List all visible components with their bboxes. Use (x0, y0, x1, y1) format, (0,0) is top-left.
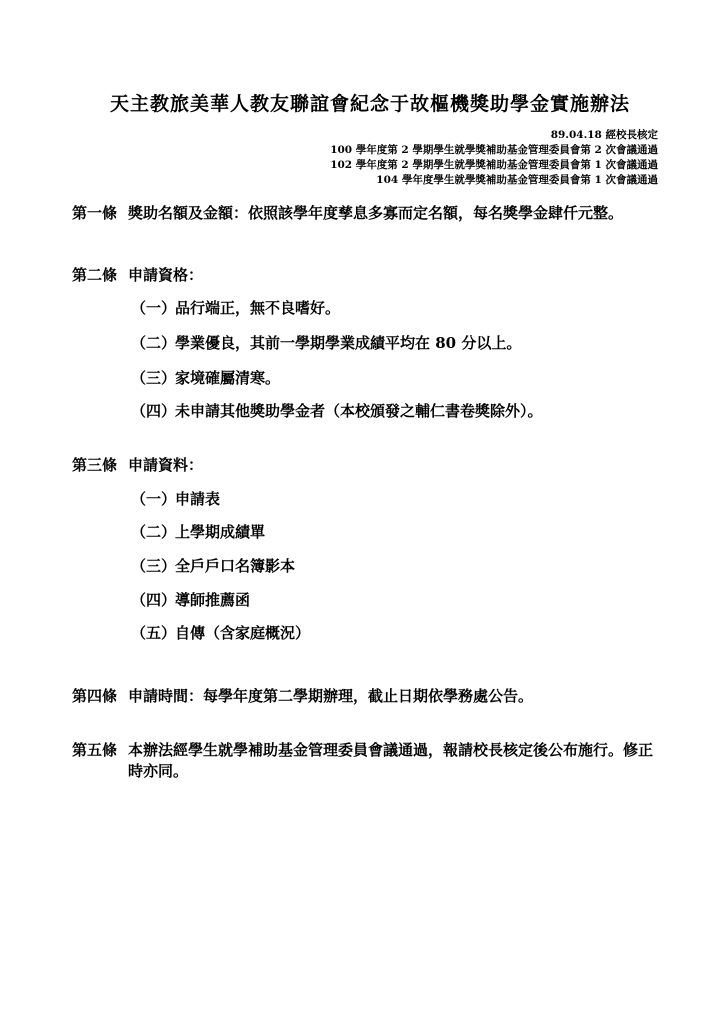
article-label: 第二條 (72, 266, 118, 284)
article-label: 第五條 (72, 741, 118, 759)
article-4 (72, 686, 662, 707)
list-item (131, 332, 521, 353)
item-number: （四） (131, 591, 177, 609)
list-item (131, 622, 310, 643)
approval-line: 89.04.18 經校長核定 (550, 129, 658, 141)
item-number: （一） (131, 299, 177, 317)
list-item (131, 297, 340, 318)
item-number: （三） (131, 369, 177, 387)
list-item (131, 367, 280, 388)
item-number: （二） (131, 334, 177, 352)
article-2 (72, 265, 662, 286)
document-title: 天主教旅美華人教友聯誼會紀念于故樞機獎助學金實施辦法 (109, 93, 630, 115)
item-text: 自傳（含家庭概況） (175, 624, 311, 642)
article-text: 申請資格： (128, 266, 204, 284)
item-text: 上學期成績單 (175, 523, 266, 541)
article-text: 本辦法經學生就學補助基金管理委員會議通過，報請校長核定後公布施行。修正時亦同。 (128, 741, 654, 780)
article-text: 申請資料： (128, 456, 204, 474)
approval-history (330, 128, 658, 188)
approval-line: 104 學年度學生就學獎補助基金管理委員會第 1 次會議通過 (376, 174, 658, 186)
approval-line: 102 學年度第 2 學期學生就學獎補助基金管理委員會第 1 次會議通過 (330, 159, 658, 171)
item-text: 家境確屬清寒。 (175, 369, 281, 387)
list-item (131, 555, 295, 576)
item-number: （二） (131, 523, 177, 541)
item-number: （三） (131, 557, 177, 575)
item-text: 申請表 (175, 490, 221, 508)
article-label: 第一條 (72, 204, 118, 222)
item-number: （四） (131, 402, 177, 420)
item-text: 品行端正，無不良嗜好。 (175, 299, 341, 317)
item-text: 學業優良，其前一學期學業成績平均在 80 分以上。 (175, 334, 522, 352)
article-1 (72, 203, 662, 224)
list-item (131, 488, 220, 509)
list-item (131, 400, 543, 421)
article-label: 第四條 (72, 687, 118, 705)
list-item (131, 521, 265, 542)
article-label: 第三條 (72, 456, 118, 474)
list-item (131, 589, 250, 610)
item-text: 導師推薦函 (175, 591, 251, 609)
article-5 (72, 740, 662, 782)
article-text: 獎助名額及金額：依照該學年度孳息多寡而定名額，每名獎學金肆仟元整。 (128, 204, 624, 222)
article-text: 申請時間：每學年度第二學期辦理，截止日期依學務處公告。 (128, 687, 534, 705)
item-text: 全戶戶口名簿影本 (175, 557, 296, 575)
item-text: 未申請其他獎助學金者（本校頒發之輔仁書卷獎除外）。 (175, 402, 543, 420)
approval-line: 100 學年度第 2 學期學生就學獎補助基金管理委員會第 2 次會議通過 (330, 144, 658, 156)
article-3 (72, 455, 662, 476)
item-number: （一） (131, 490, 177, 508)
item-number: （五） (131, 624, 177, 642)
